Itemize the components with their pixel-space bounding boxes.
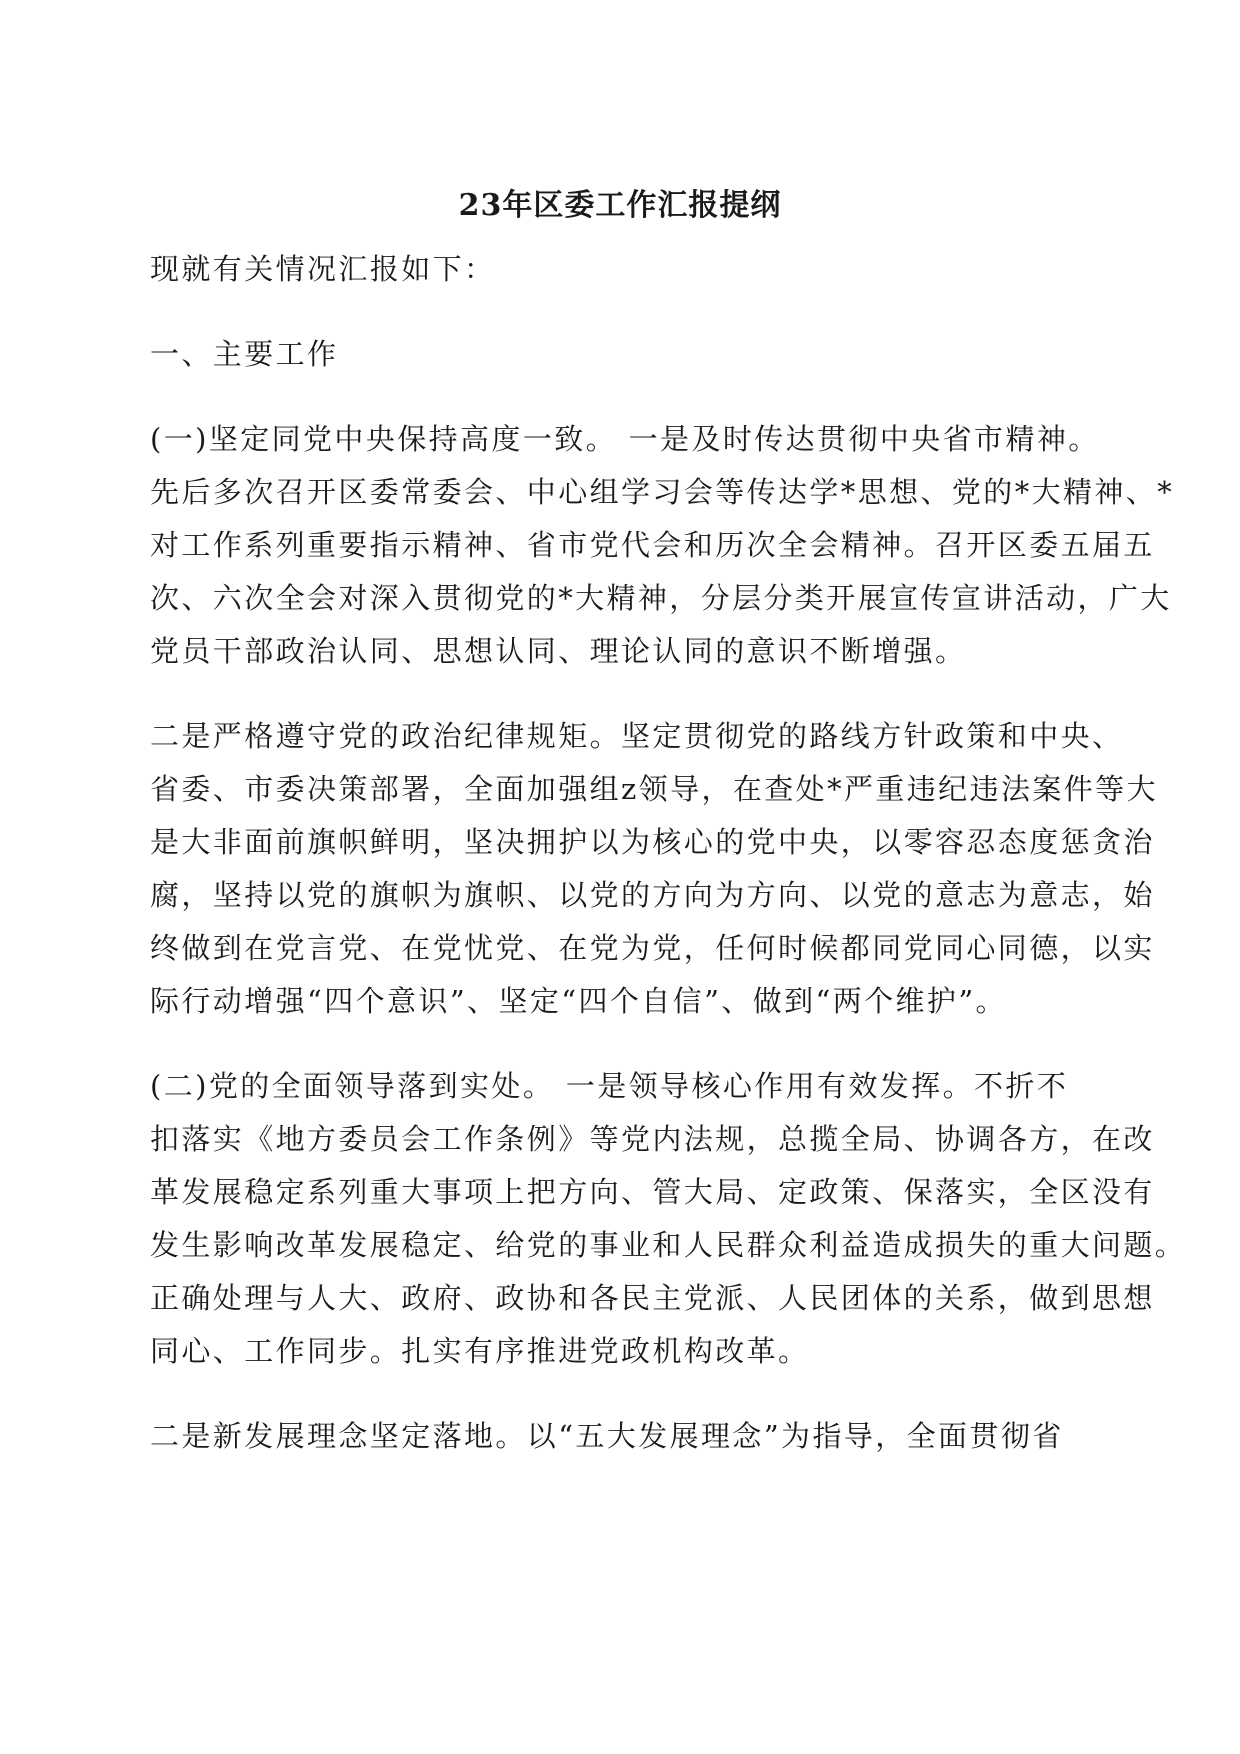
paragraph-line: 二是新发展理念坚定落地。以“五大发展理念”为指导，全面贯彻省 bbox=[150, 1419, 1064, 1453]
paragraph-line: 二是严格遵守党的政治纪律规矩。坚定贯彻党的路线方针政策和中央、 bbox=[150, 719, 1124, 753]
paragraph-line: (二)党的全面领导落到实处。 一是领导核心作用有效发挥。不折不 bbox=[150, 1069, 1069, 1103]
paragraph-line: 终做到在党言党、在党忧党、在党为党，任何时候都同党同心同德，以实 bbox=[150, 931, 1155, 965]
paragraph-line: 腐，坚持以党的旗帜为旗帜、以党的方向为方向、以党的意志为意志，始 bbox=[150, 878, 1155, 912]
paragraph-line: 发生影响改革发展稳定、给党的事业和人民群众利益造成损失的重大问题。 bbox=[150, 1228, 1187, 1262]
paragraph-line: 省委、市委决策部署，全面加强组z领导，在查处*严重违纪违法案件等大 bbox=[150, 772, 1158, 806]
paragraph-line: (一)坚定同党中央保持高度一致。 一是及时传达贯彻中央省市精神。 bbox=[150, 422, 1100, 456]
paragraph-line: 次、六次全会对深入贯彻党的*大精神，分层分类开展宣传宣讲活动，广大 bbox=[150, 581, 1172, 615]
paragraph-line: 党员干部政治认同、思想认同、理论认同的意识不断增强。 bbox=[150, 634, 967, 668]
paragraph-line: 是大非面前旗帜鲜明，坚决拥护以为核心的党中央，以零容忍态度惩贪治 bbox=[150, 825, 1155, 859]
paragraph-line: 正确处理与人大、政府、政协和各民主党派、人民团体的关系，做到思想 bbox=[150, 1281, 1155, 1315]
section-heading: 一、主要工作 bbox=[150, 337, 339, 371]
paragraph-line: 革发展稳定系列重大事项上把方向、管大局、定政策、保落实，全区没有 bbox=[150, 1175, 1155, 1209]
paragraph-line: 对工作系列重要指示精神、省市党代会和历次全会精神。召开区委五届五 bbox=[150, 528, 1155, 562]
paragraph-line: 际行动增强“四个意识”、坚定“四个自信”、做到“两个维护”。 bbox=[150, 984, 1007, 1018]
paragraph-line: 同心、工作同步。扎实有序推进党政机构改革。 bbox=[150, 1334, 810, 1368]
paragraph-line: 现就有关情况汇报如下： bbox=[150, 252, 496, 286]
page-title: 23年区委工作汇报提纲 bbox=[458, 188, 782, 223]
paragraph-line: 扣落实《地方委员会工作条例》等党内法规，总揽全局、协调各方，在改 bbox=[150, 1122, 1155, 1156]
paragraph-line: 先后多次召开区委常委会、中心组学习会等传达学*思想、党的*大精神、* bbox=[150, 475, 1175, 509]
